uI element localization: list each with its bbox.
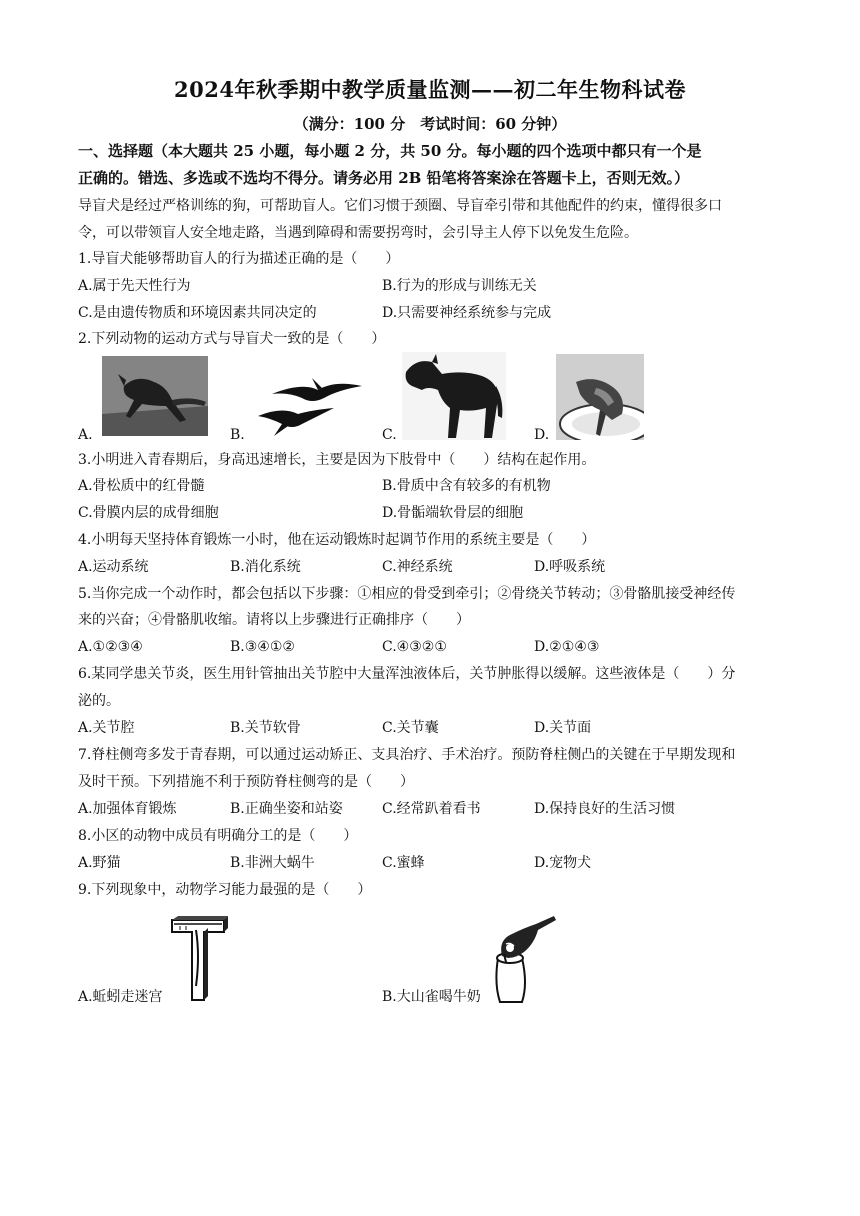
q2-option-d: D. [534,427,550,443]
question-6-stem: 6.某同学患关节炎，医生用针管抽出关节腔中大量浑浊液体后，关节肿胀得以缓解。这些液体是（ ）分 [78,666,736,682]
question-4-stem: 4.小明每天坚持体育锻炼一小时，他在运动锻炼时起调节作用的系统主要是（ ） [78,532,596,548]
q7-option-a: A.加强体育锻炼 [78,801,177,817]
q3-option-d: D.骨骺端软骨层的细胞 [382,505,524,521]
section-heading-cont: 正确的。错选、多选或不选均不得分。请务必用 2B 铅笔将答案涂在答题卡上，否则无效。） [78,169,690,187]
q3-option-a: A.骨松质中的红骨髓 [78,478,205,494]
q5-option-b: B.③④①② [230,639,295,655]
q6-option-c: C.关节囊 [382,720,439,736]
q2-option-b: B. [230,427,245,443]
q1-option-a: A.属于先天性行为 [78,278,191,294]
section-heading: 一、选择题（本大题共 25 小题，每小题 2 分，共 50 分。每小题的四个选项中都只有一个是 [78,142,702,160]
q1-option-c: C.是由遗传物质和环境因素共同决定的 [78,305,317,321]
q7-option-b: B.正确坐姿和站姿 [230,801,343,817]
q6-option-d: D.关节面 [534,720,592,736]
passage-line: 令，可以带领盲人安全地走路，当遇到障碍和需要拐弯时，会引导主人停下以免发生危险。 [78,225,638,241]
q4-option-d: D.呼吸系统 [534,559,606,575]
q5-option-d: D.②①④③ [534,639,600,655]
q6-option-b: B.关节软骨 [230,720,301,736]
q8-option-c: C.蜜蜂 [382,855,425,871]
q1-option-d: D.只需要神经系统参与完成 [382,305,552,321]
passage-line: 导盲犬是经过严格训练的狗，可帮助盲人。它们习惯于颈圈、导盲牵引带和其他配件的约束，懂得很多口 [78,198,722,214]
q9-option-a: A.蚯蚓走迷宫 [78,989,163,1005]
question-7-stem-cont: 及时干预。下列措施不利于预防脊柱侧弯的是（ ） [78,774,414,790]
q2-option-a: A. [78,427,93,443]
animal-image [556,354,644,440]
q7-option-d: D.保持良好的生活习惯 [534,801,676,817]
question-8-stem: 8.小区的动物中成员有明确分工的是（ ） [78,828,358,844]
q3-option-c: C.骨膜内层的成骨细胞 [78,505,219,521]
t-maze-image [166,916,228,1002]
q5-option-a: A.①②③④ [78,639,143,655]
bird-milk-bottle-image [488,914,560,1004]
question-3-stem: 3.小明进入青春期后，身高迅速增长，主要是因为下肢骨中（ ）结构在起作用。 [78,452,596,468]
swallows-image [252,374,364,440]
q8-option-d: D.宠物犬 [534,855,592,871]
q6-option-a: A.关节腔 [78,720,135,736]
q3-option-b: B.骨质中含有较多的有机物 [382,478,551,494]
question-7-stem: 7.脊柱侧弯多发于青春期，可以通过运动矫正、支具治疗、手术治疗。预防脊柱侧凸的关键在于早期发现和 [78,747,736,763]
q1-option-b: B.行为的形成与训练无关 [382,278,537,294]
question-5-stem: 5.当你完成一个动作时，都会包括以下步骤：①相应的骨受到牵引；②骨绕关节转动；③骨骼肌接受神经传 [78,586,736,602]
q2-option-c: C. [382,427,397,443]
page-title: 2024年秋季期中教学质量监测——初二年生物科试卷 [174,77,686,102]
q8-option-a: A.野猫 [78,855,121,871]
question-6-stem-cont: 泌的。 [78,693,120,709]
q8-option-b: B.非洲大蜗牛 [230,855,315,871]
q4-option-c: C.神经系统 [382,559,453,575]
q7-option-c: C.经常趴着看书 [382,801,481,817]
horse-image [402,352,506,440]
question-1-stem: 1.导盲犬能够帮助盲人的行为描述正确的是（ ） [78,251,400,267]
q4-option-b: B.消化系统 [230,559,301,575]
question-2-stem: 2.下列动物的运动方式与导盲犬一致的是（ ） [78,331,386,347]
exam-info: （满分：100 分 考试时间：60 分钟） [293,115,567,133]
kangaroo-image [102,356,208,436]
question-9-stem: 9.下列现象中，动物学习能力最强的是（ ） [78,882,372,898]
q5-option-c: C.④③②① [382,639,447,655]
q4-option-a: A.运动系统 [78,559,149,575]
q9-option-b: B.大山雀喝牛奶 [382,989,481,1005]
question-5-stem-cont: 来的兴奋；④骨骼肌收缩。请将以上步骤进行正确排序（ ） [78,612,470,628]
